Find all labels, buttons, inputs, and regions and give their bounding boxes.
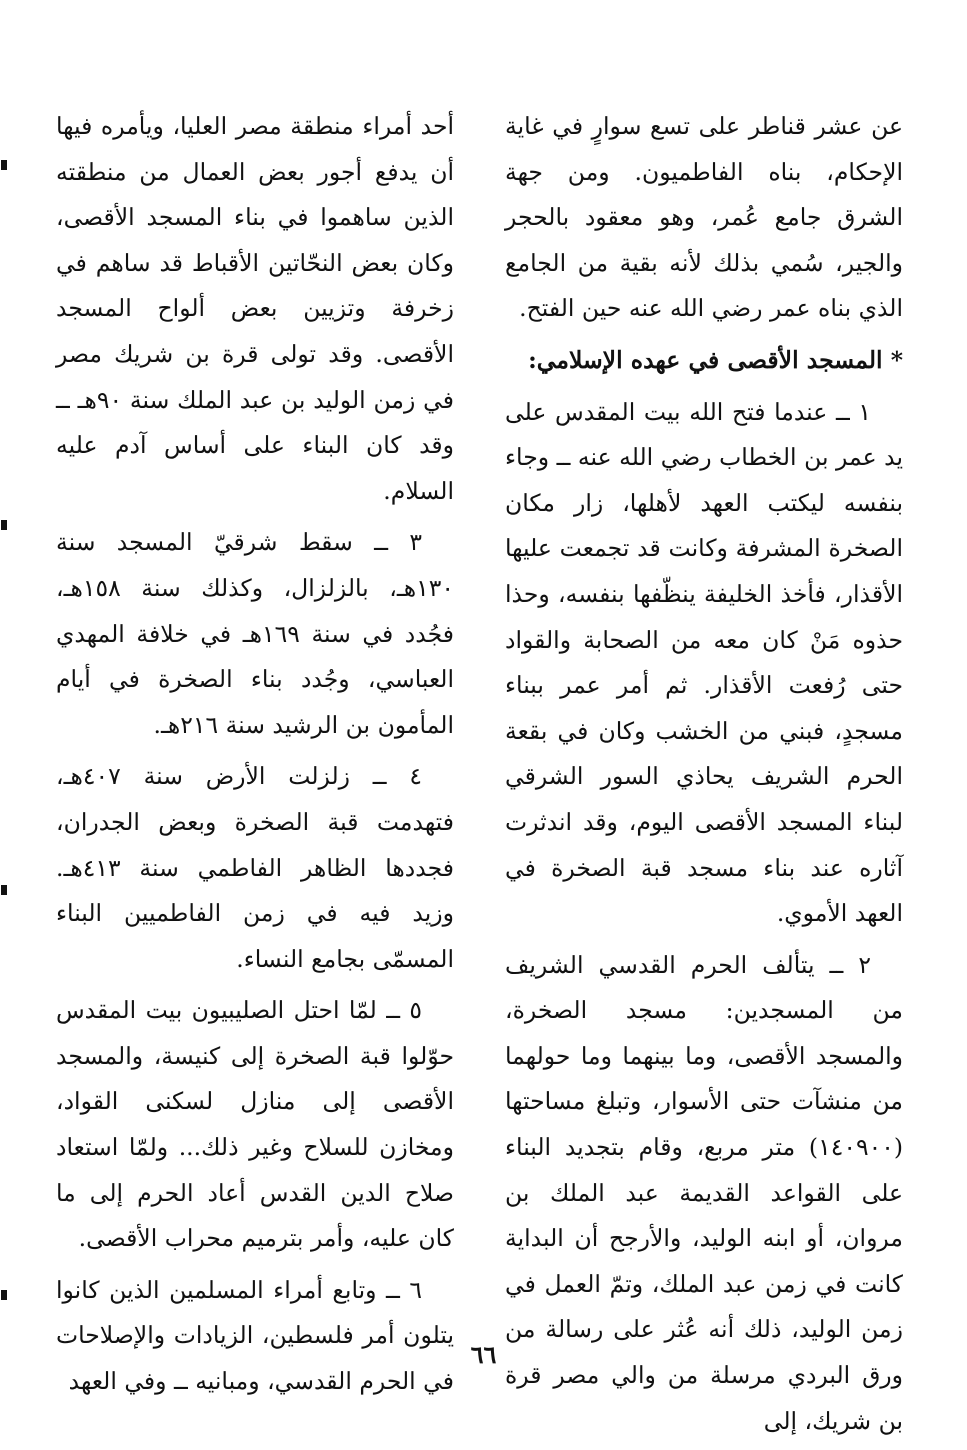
paragraph-item-5: ٥ ــ لمّا احتل الصليبيون بيت المقدس حوّلوا قبة الصخرة إلى كنيسة، والمسجد الأقصى إلى منازل لسكنى القواد، ومخازن للسلاح وغير ذلك... ولمّا استعاد صلاح الدين القدس أعاد الحرم إلى ما كان عليه، وأمر بترميم محراب الأقصى.	[56, 996, 454, 1253]
left-column	[56, 104, 454, 1411]
scan-edge-mark	[1, 1290, 7, 1300]
scan-edge-mark	[1, 520, 7, 530]
paragraph-item-1: ١ ــ عندما فتح الله بيت المقدس على يد عمر بن الخطاب رضي الله عنه ــ وجاء بنفسه ليكتب العهد لأهلها، زار مكان الصخرة المشرفة وكانت قد تجمعت عليها الأقذار، فأخذ الخليفة ينظّفها بنفسه، وحذا حذوه مَنْ كان معه من الصحابة والقواد حتى رُفعت الأقذار. ثم أمر عمر ببناء مسجدٍ، فبني من الخشب وكان في بقعة الحرم الشريف يحاذي السور الشرقي لبناء المسجد الأقصى اليوم، وقد اندثرت آثاره عند بناء مسجد قبة الصخرة في العهد الأموي.	[505, 397, 903, 928]
paragraph-item-3: ٣ ــ سقط شرقيّ المسجد سنة ١٣٠هـ، بالزلزال، وكذلك سنة ١٥٨هـ، فجُدد في سنة ١٦٩هـ في خلافة المهدي العباسي، وجُدد بناء الصخرة في أيام المأمون بن الرشيد سنة ٢١٦هـ.	[56, 528, 454, 739]
right-column	[505, 104, 903, 1450]
paragraph-item-4: ٤ ــ زلزلت الأرض سنة ٤٠٧هـ، فتهدمت قبة الصخرة وبعض الجدران، فجددها الظاهر الفاطمي سنة ٤١٣هـ. وزيد فيه في زمن الفاطميين البناء المسمّى بجامع النساء.	[56, 762, 454, 973]
paragraph-item-6: ٦ ــ وتابع أمراء المسلمين الذين كانوا يتلون أمر فلسطين، الزيادات والإصلاحات في الحرم القدسي، ومبانيه ــ وفي العهد	[56, 1275, 454, 1396]
paragraph-continuation: عن عشر قناطر على تسع سوارٍ في غاية الإحكام، بناه الفاطميون. ومن جهة الشرق جامع عُمر، وهو معقود بالحجر والجير، سُمي بذلك لأنه بقية من الجامع الذي بناه عمر رضي الله عنه حين الفتح.	[505, 112, 903, 323]
page-number: ٦٦	[470, 1340, 497, 1369]
scan-edge-mark	[1, 885, 7, 895]
section-heading: * المسجد الأقصى في عهده الإسلامي:	[528, 345, 903, 374]
paragraph-continuation-left: أحد أمراء منطقة مصر العليا، ويأمره فيها أن يدفع أجور بعض العمال من منطقته الذين ساهموا في بناء المسجد الأقصى، وكان بعض النحّاتين الأقباط قد ساهم في زخرفة وتزيين بعض ألواح المسجد الأقصى. وقد تولى قرة بن شريك مصر في زمن الوليد بن عبد الملك سنة ٩٠هـ ــ وقد كان البناء على أساس آدم عليه السلام.	[56, 112, 454, 505]
scan-edge-mark	[1, 160, 7, 170]
paragraph-item-2: ٢ ــ يتألف الحرم القدسي الشريف من المسجدين: مسجد الصخرة، والمسجد الأقصى، وما بينهما وما حولهما من منشآت حتى الأسوار، وتبلغ مساحتها (١٤٠٩٠٠) متر مربع، وقام بتجديد البناء على القواعد القديمة عبد الملك بن مروان، أو ابنه الوليد، والأرجح أن البداية كانت في زمن عبد الملك، وتمّ العمل في زمن الوليد، ذلك أنه عُثر على رسالة من ورق البردي مرسلة من والي مصر قرة بن شريك، إلى	[505, 950, 903, 1435]
